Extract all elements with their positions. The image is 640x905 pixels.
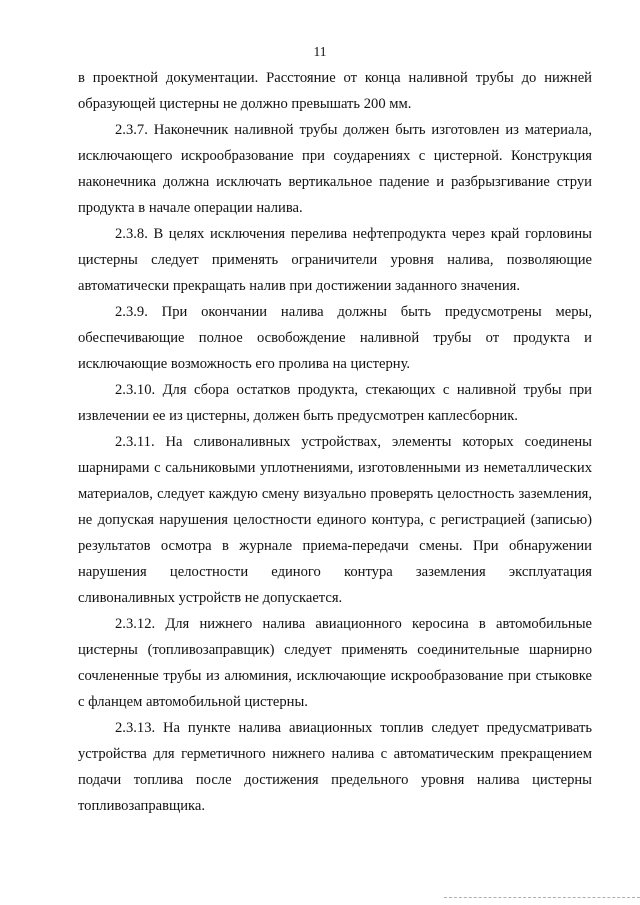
body-text xyxy=(78,65,592,819)
paragraph-2-3-13: 2.3.13. На пункте налива авиационных топлив следует предусматривать устройства для герметичного нижнего налива с автоматическим прекращением подачи топлива после достижения предельного уровня налива цистерны топливозаправщика. xyxy=(78,720,592,814)
paragraph-2-3-10: 2.3.10. Для сбора остатков продукта, стекающих с наливной трубы при извлечении ее из цистерны, должен быть предусмотрен каплесборник. xyxy=(78,382,592,424)
paragraph-continuation: в проектной документации. Расстояние от конца наливной трубы до нижней образующей цистерны не должно превышать 200 мм. xyxy=(78,70,592,112)
paragraph-2-3-12: 2.3.12. Для нижнего налива авиационного керосина в автомобильные цистерны (топливозаправщик) следует применять соединительные шарнирно сочлененные трубы из алюминия, исключающие искрообразование при стыковке с фланцем автомобильной цистерны. xyxy=(78,616,592,710)
scan-edge-line xyxy=(444,897,640,899)
page-number: 11 xyxy=(313,44,327,59)
paragraph-2-3-7: 2.3.7. Наконечник наливной трубы должен быть изготовлен из материала, исключающего искрообразование при соударениях с цистерной. Конструкция наконечника должна исключать вертикальное падение и разбрызгивание струи продукта в начале операции налива. xyxy=(78,122,592,216)
paragraph-2-3-11: 2.3.11. На сливоналивных устройствах, элементы которых соединены шарнирами с сальниковыми уплотнениями, изготовленными из неметаллических материалов, следует каждую смену визуально проверять целостность заземления, не допуская нарушения целостности единого контура, с регистрацией (записью) результатов осмотра в журнале приема-передачи смены. При обнаружении нарушения целостности единого контура заземления эксплуатация сливоналивных устройств не допускается. xyxy=(78,434,592,606)
paragraph-2-3-9: 2.3.9. При окончании налива должны быть предусмотрены меры, обеспечивающие полное освобождение наливной трубы от продукта и исключающие возможность его пролива на цистерну. xyxy=(78,304,592,372)
paragraph-2-3-8: 2.3.8. В целях исключения перелива нефтепродукта через край горловины цистерны следует применять ограничители уровня налива, позволяющие автоматически прекращать налив при достижении заданного значения. xyxy=(78,226,592,294)
